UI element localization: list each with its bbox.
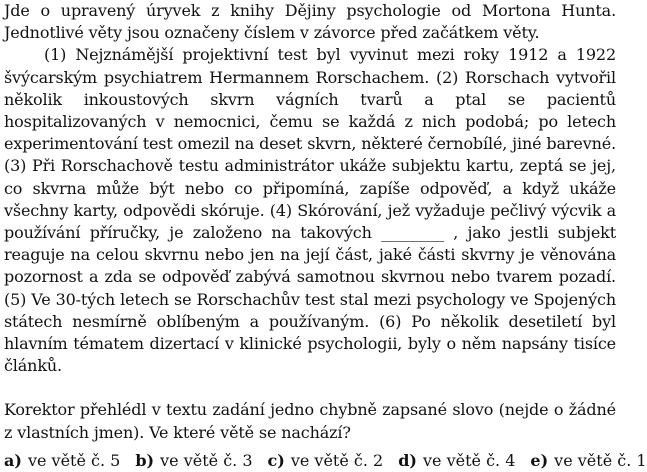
option-letter: e)	[530, 450, 549, 470]
option-a[interactable]	[4, 450, 120, 472]
option-text: ve větě č. 4	[423, 450, 516, 470]
option-letter: a)	[4, 450, 22, 470]
intro-text: Jde o upravený úryvek z knihy Dějiny psychologie od Mortona Hunta. Jednotlivé věty jsou označeny číslem v závorce před začátkem věty.	[4, 1, 616, 43]
option-text: ve větě č. 3	[160, 450, 253, 470]
option-text: ve větě č. 5	[27, 450, 121, 470]
option-e[interactable]	[530, 450, 646, 472]
option-text: ve větě č. 2	[290, 450, 384, 470]
passage-text: (1) Nejznámější projektivní test byl vyvinut mezi roky 1912 a 1922 švýcarským psychiatrem Hermannem Rorschachem. (2) Rorschach vytvořil několik inkoustových skvrn vágních tvarů a ptal se pacientů hospitalizovaných v nemocnici, čemu se každá z nich podobá; po letech experimentování test omezil na deset skvrn, některé černobílé, jiné barevné. (3) Při Rorschachově testu administrátor ukáže subjektu kartu, zeptá se jej, co skvrna může být nebo co připomíná, zapíše odpověď, a když ukáže všechny karty, odpovědi skóruje. (4) Skórování, jež vyžaduje pečlivý výcvik a používání příručky, je založeno na takových ________ , jako jestli subjekt reaguje na celou skvrnu nebo jen na její část, jaké části skvrny je věnována pozornost a zda se odpověď zabývá samotnou skvrnou nebo tvarem pozadí. (5) Ve 30-tých letech se Rorschachův test stal mezi psychology ve Spojených státech nesmírně oblíbeným a používaným. (6) Po několik desetiletí byl hlavním tématem dizertací v klinické psychologii, byly o něm napsány tisíce článků.	[4, 45, 616, 376]
question-page	[4, 0, 647, 472]
option-b[interactable]	[135, 450, 252, 472]
option-letter: d)	[398, 450, 417, 470]
question-text: Korektor přehlédl v textu zadání jedno chybně zapsané slovo (nejde o žádné z vlastních jmen). Ve které větě se nachází?	[4, 400, 616, 442]
answer-options	[4, 450, 647, 472]
option-text: ve větě č. 1	[554, 450, 647, 470]
option-c[interactable]	[268, 450, 384, 472]
option-letter: c)	[267, 450, 285, 470]
option-letter: b)	[135, 450, 155, 470]
option-d[interactable]	[398, 450, 515, 472]
